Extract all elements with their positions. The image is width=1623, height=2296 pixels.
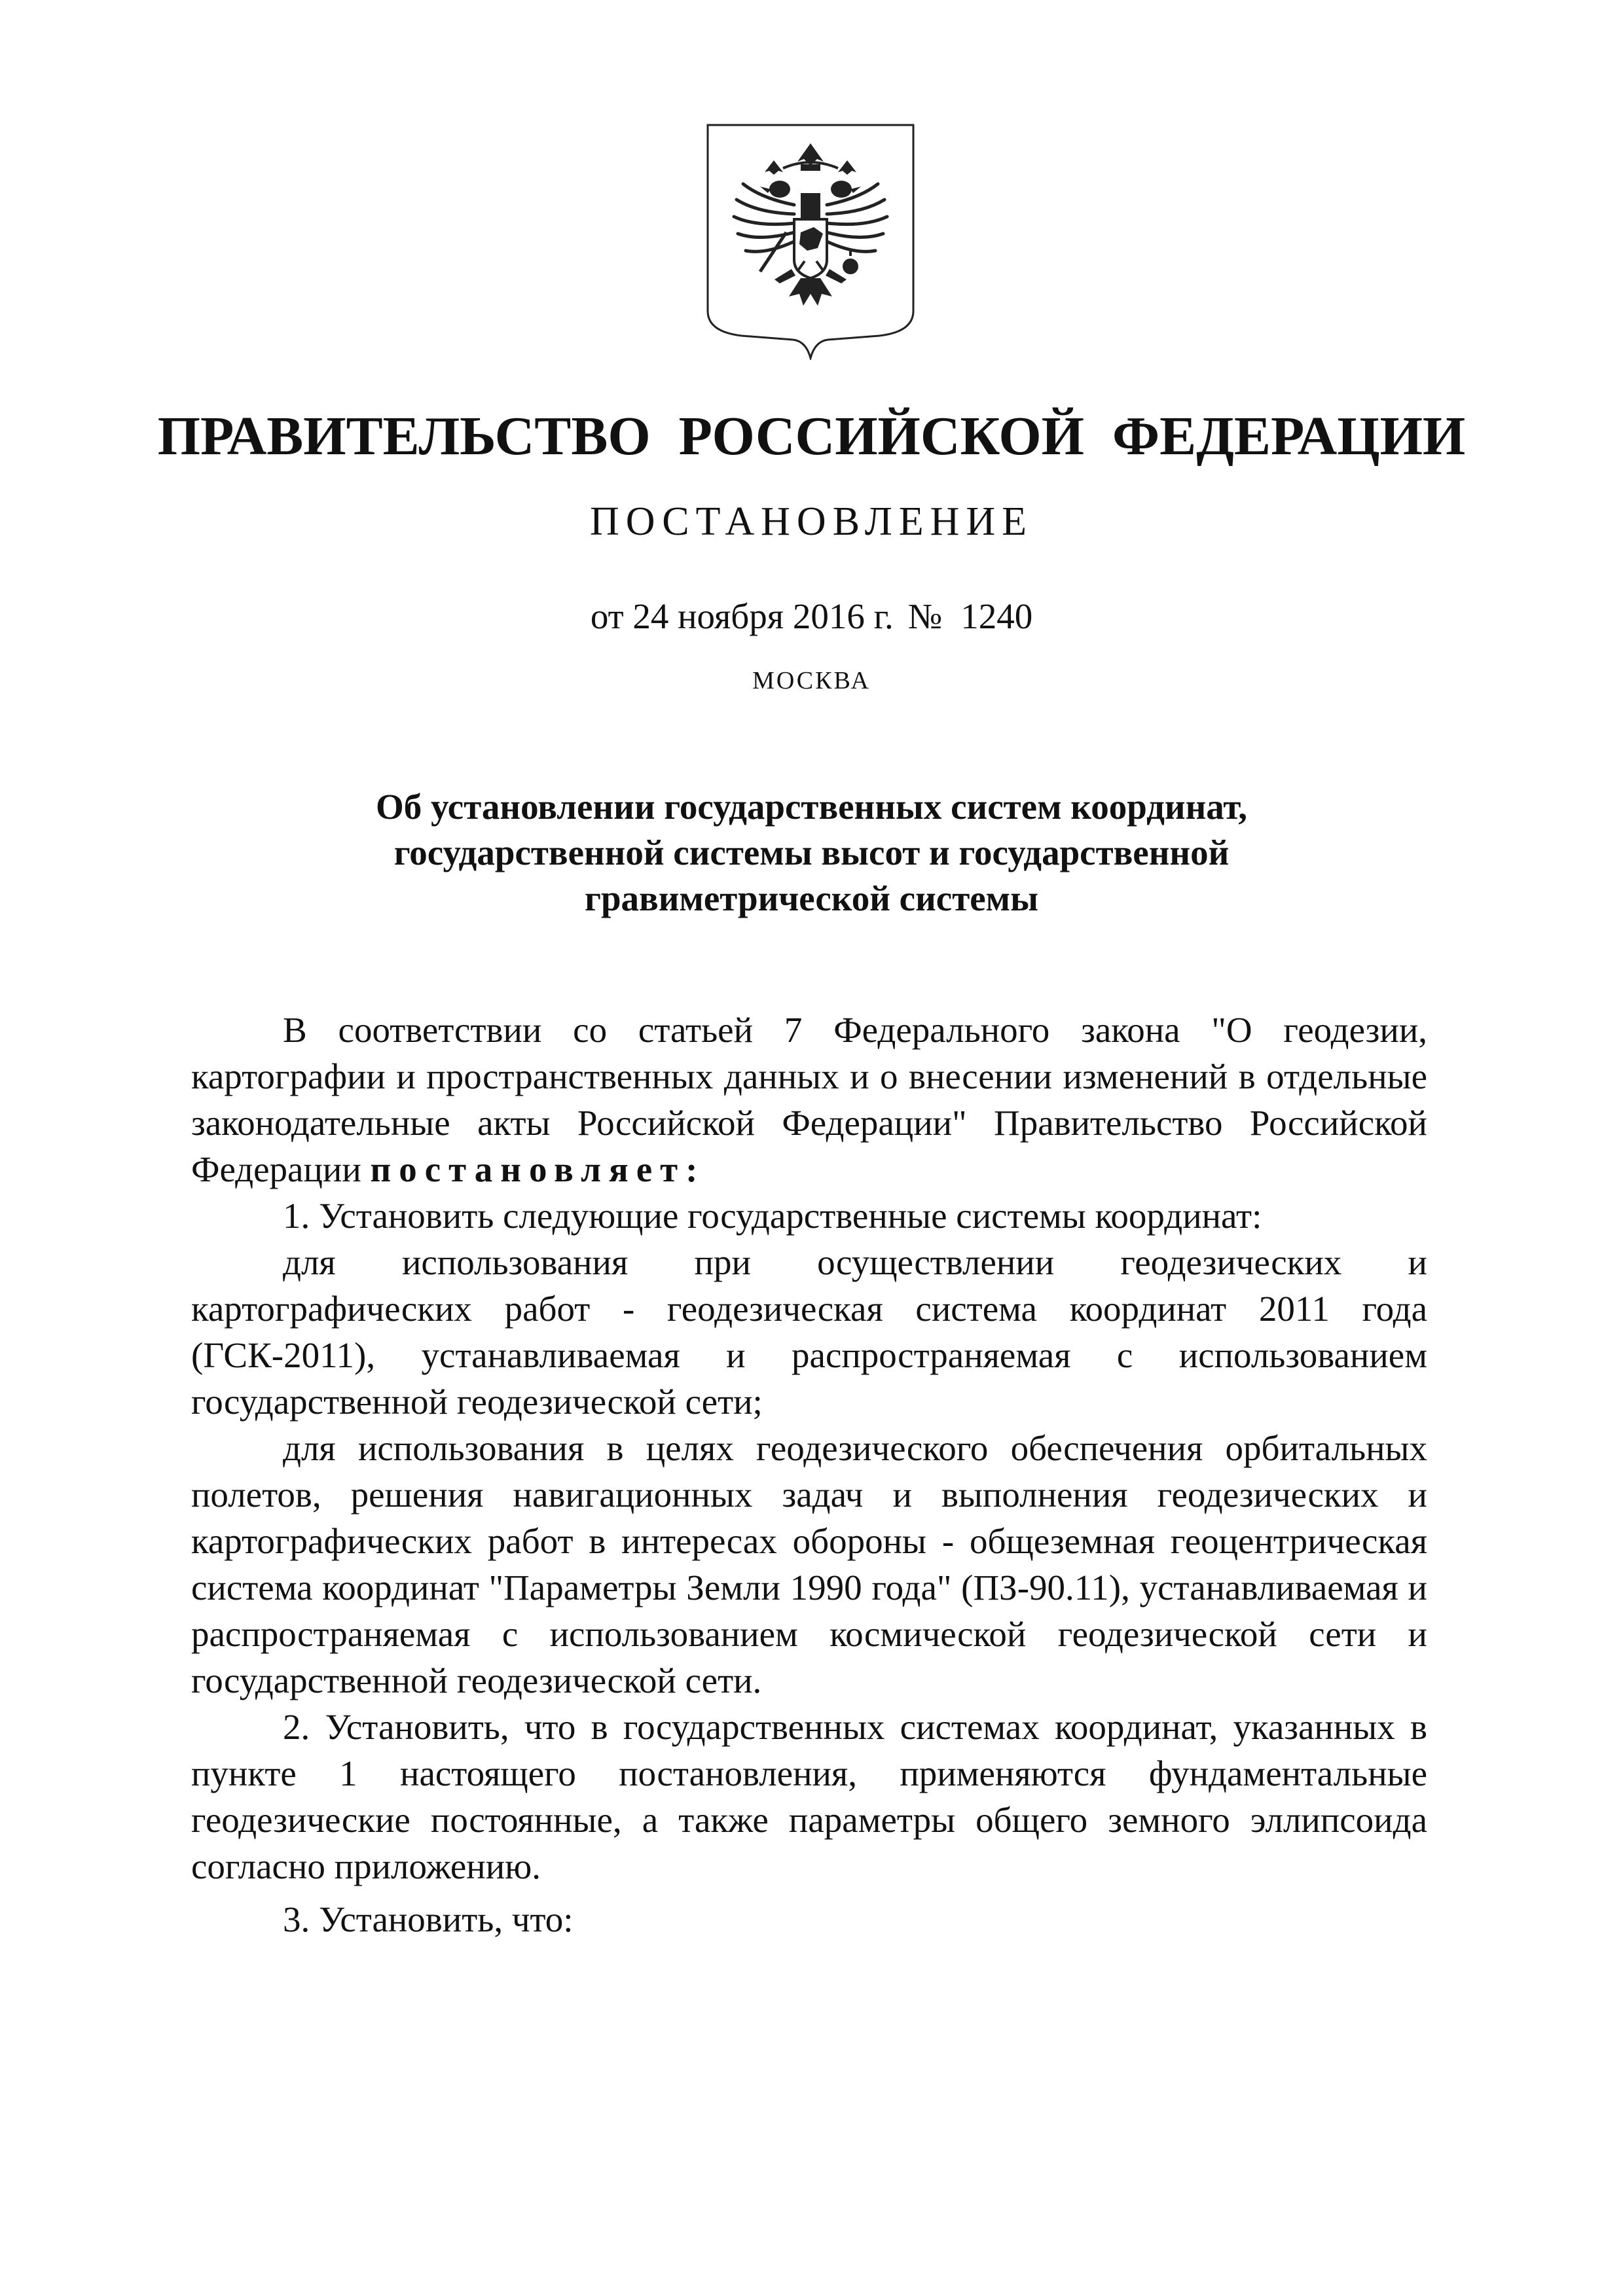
coat-of-arms-icon bbox=[702, 121, 919, 360]
paragraph-1-item-b: для использования в целях геодезического обеспечения орбитальных полетов, решения навигационных задач и выполнения геодезических и картографических работ в интересах обороны - общеземная геоцентрическая система координат "Параметры Земли 1990 года" (ПЗ-90.11), устанавливаемая и распространяемая с использованием космической геодезической сети и государственной геодезической сети. bbox=[191, 1428, 1427, 1700]
document-date-line bbox=[0, 596, 1623, 637]
document-type: ПОСТАНОВЛЕНИЕ bbox=[589, 499, 1034, 544]
subject-line: гравиметрической системы bbox=[584, 878, 1039, 918]
document-city: МОСКВА bbox=[752, 667, 871, 694]
paragraph-2: 2. Установить, что в государственных системах координат, указанных в пункте 1 настоящего постановления, применяются фундаментальные геодезические постоянные, а также параметры общего земного эллипсоида согласно приложению. bbox=[191, 1707, 1427, 1886]
paragraph-3: 3. Установить, что: bbox=[283, 1899, 574, 1939]
number-sign: № bbox=[907, 596, 943, 636]
preamble-paragraph bbox=[191, 1007, 1427, 1193]
preamble-text: В соответствии со статьей 7 Федерального закона "О геодезии, картографии и пространственных данных и о внесении изменений в отдельные законодательные акты Российской Федерации" Правительство Российской Федерации bbox=[191, 1010, 1427, 1189]
document-date: от 24 ноября 2016 г. bbox=[590, 596, 894, 636]
paragraph-1-item-a: для использования при осуществлении геодезических и картографических работ - геодезическая система координат 2011 года (ГСК-2011), устанавливаемая и распространяемая с использованием государственной геодезической сети; bbox=[191, 1242, 1427, 1422]
government-title: ПРАВИТЕЛЬСТВО РОССИЙСКОЙ ФЕДЕРАЦИИ bbox=[157, 406, 1466, 467]
subject-line: государственной системы высот и государственной bbox=[393, 833, 1230, 872]
document-body bbox=[191, 1007, 1427, 1943]
preamble-verb: постановляет: bbox=[370, 1149, 706, 1189]
document-number: 1240 bbox=[960, 596, 1033, 636]
paragraph-1: 1. Установить следующие государственные системы координат: bbox=[283, 1196, 1262, 1236]
subject-line: Об установлении государственных систем координат, bbox=[375, 787, 1248, 827]
document-subject bbox=[0, 784, 1623, 922]
